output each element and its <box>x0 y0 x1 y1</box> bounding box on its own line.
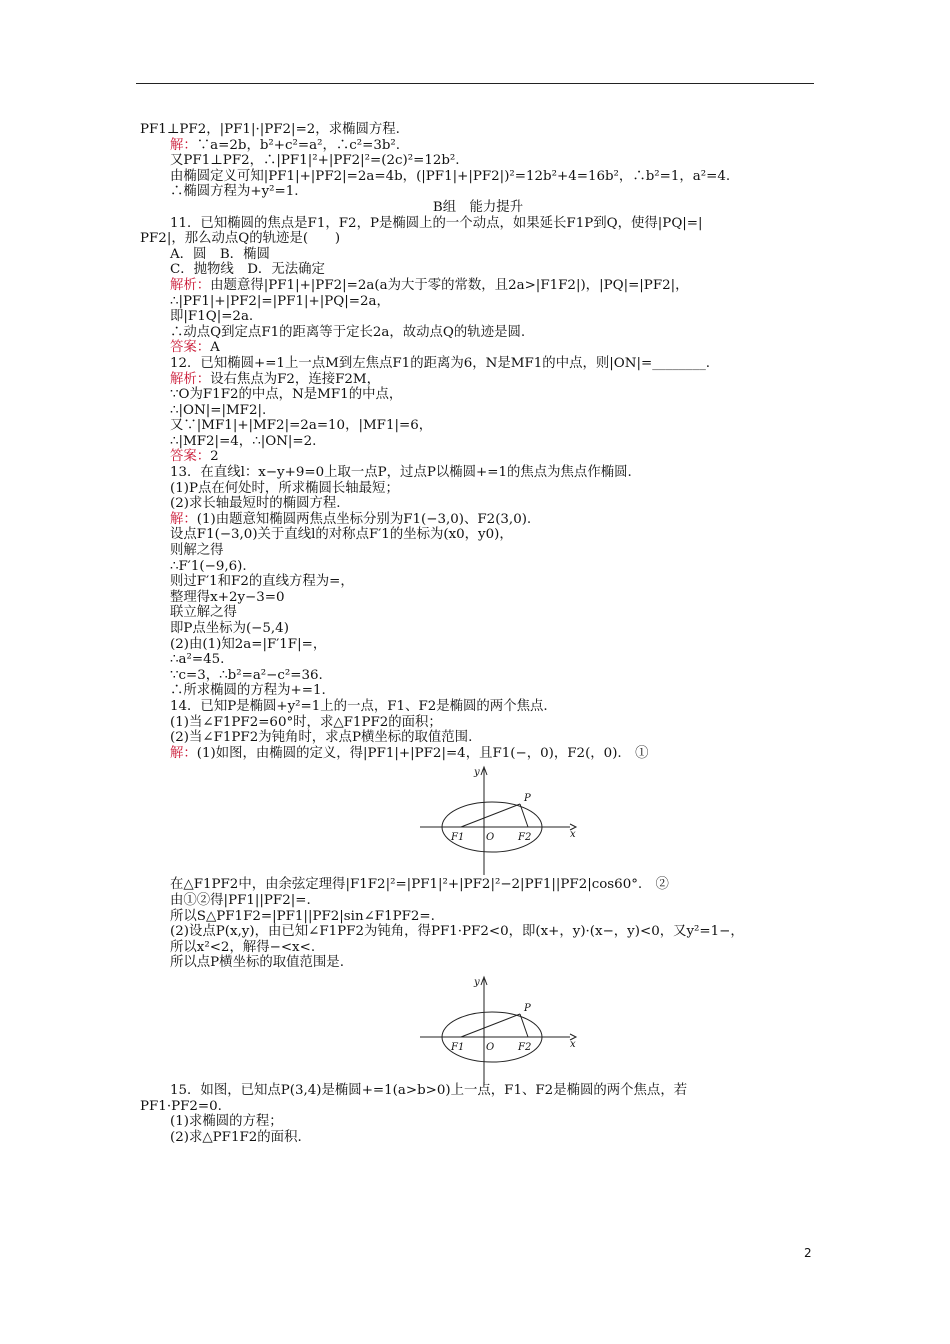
axis-label-y: y <box>474 767 480 779</box>
label-origin: O <box>486 832 495 844</box>
text-line <box>140 387 816 403</box>
page-number: 2 <box>804 1246 812 1260</box>
line-text: PF1·PF2=0. <box>140 1098 222 1114</box>
line-text: 由题意得|PF1|+|PF2|=2a(a为大于零的常数，且2a>|F1F2|)，|PQ|=|PF2|， <box>210 277 689 293</box>
line-text: 14．已知P是椭圆+y²=1上的一点，F1、F2是椭圆的两个焦点. <box>170 698 548 714</box>
text-line <box>140 527 816 543</box>
segment-pf1 <box>461 804 520 827</box>
text-line <box>140 559 816 575</box>
line-text: ∴|MF2|=4，∴|ON|=2. <box>170 433 317 449</box>
line-text: (2)求△PF1F2的面积. <box>170 1129 302 1145</box>
text-line <box>140 356 816 372</box>
line-text: ∴动点Q到定点F1的距离等于定长2a，故动点Q的轨迹是圆. <box>170 324 526 340</box>
text-line <box>140 403 816 419</box>
text-line <box>140 1083 816 1099</box>
text-line <box>140 138 816 154</box>
text-line <box>140 893 816 909</box>
text-line <box>140 184 816 200</box>
text-line <box>140 877 816 893</box>
answer-label: 答案： <box>170 340 211 356</box>
text-line <box>140 637 816 653</box>
ellipse-figure <box>420 763 580 875</box>
line-text: (2)求长轴最短时的椭圆方程. <box>170 496 341 512</box>
text-line <box>140 924 816 940</box>
text-line <box>140 940 816 956</box>
text-line <box>140 683 816 699</box>
segment-pf1 <box>461 1014 520 1037</box>
line-text: (1)求椭圆的方程； <box>170 1114 283 1130</box>
text-line <box>140 699 816 715</box>
text-line <box>140 325 816 341</box>
text-line <box>140 1114 816 1130</box>
top-rule <box>136 83 814 84</box>
label-f1: F1 <box>451 1041 465 1053</box>
text-line <box>140 512 816 528</box>
line-text: PF1⊥PF2，|PF1|·|PF2|=2，求椭圆方程. <box>140 122 400 137</box>
label-f1: F1 <box>451 832 465 844</box>
line-text: 所以S△PF1F2=|PF1||PF2|sin∠F1PF2=. <box>170 908 435 924</box>
line-text: 又PF1⊥PF2，∴|PF1|²+|PF2|²=(2c)²=12b². <box>170 153 460 169</box>
text-line <box>140 496 816 512</box>
line-text: ∵a=2b，b²+c²=a²，∴c²=3b². <box>196 137 401 153</box>
answer-label: 解析： <box>170 277 211 293</box>
line-text: ∴|ON|=|MF2|. <box>170 402 267 418</box>
line-text: ∴a²=45. <box>170 652 225 668</box>
line-text: C．抛物线 D．无法确定 <box>170 262 325 278</box>
line-text: 设点F1(−3,0)关于直线l的对称点F′1的坐标为(x0，y0)， <box>170 527 513 543</box>
text-line <box>140 668 816 684</box>
line-text: 即P点坐标为(−5,4) <box>170 621 289 636</box>
text-line <box>140 621 816 637</box>
answer-label: 解析： <box>170 371 211 387</box>
answer-label: 解： <box>170 511 197 527</box>
line-text: (2)当∠F1PF2为钝角时，求点P横坐标的取值范围. <box>170 730 473 746</box>
text-line <box>140 955 816 971</box>
line-text: 由椭圆定义可知|PF1|+|PF2|=2a=4b，(|PF1|+|PF2|)²=12b²+4=16b²，∴b²=1，a²=4. <box>170 168 731 184</box>
text-line <box>140 1130 816 1146</box>
text-line <box>140 652 816 668</box>
line-text: ∵c=3，∴b²=a²−c²=36. <box>170 667 323 683</box>
text-line <box>140 340 816 356</box>
line-text: ∵O为F1F2的中点，N是MF1的中点， <box>170 387 403 403</box>
text-line <box>140 481 816 497</box>
text-line <box>140 216 816 232</box>
line-text: 由①②得|PF1||PF2|=. <box>170 892 311 908</box>
answer-label: 解： <box>170 137 197 153</box>
text-line <box>140 262 816 278</box>
text-line <box>140 200 816 216</box>
text-line <box>140 605 816 621</box>
line-text: (1)P点在何处时，所求椭圆长轴最短； <box>170 480 399 496</box>
text-line <box>140 465 816 481</box>
text-line <box>140 372 816 388</box>
line-text: (1)当∠F1PF2=60°时，求△F1PF2的面积； <box>170 714 442 730</box>
line-text: 所以点P横坐标的取值范围是. <box>170 955 344 971</box>
text-line <box>140 434 816 450</box>
answer-label: 解： <box>170 745 197 761</box>
text-line <box>140 730 816 746</box>
text-line <box>140 122 816 138</box>
text-line <box>140 590 816 606</box>
text-line <box>140 247 816 263</box>
text-line <box>140 309 816 325</box>
line-text: 整理得x+2y−3=0 <box>170 589 285 605</box>
text-line <box>140 909 816 925</box>
text-line <box>140 543 816 559</box>
label-p: P <box>524 1002 531 1014</box>
line-text: PF2|，那么动点Q的轨迹是( ) <box>140 231 341 247</box>
line-text: ∴所求椭圆的方程为+=1. <box>170 683 326 699</box>
text-line <box>140 449 816 465</box>
line-text: (2)设点P(x,y)，由已知∠F1PF2为钝角，得PF1·PF2<0，即(x+，y)·(x−，y)<0，又y²=1−， <box>170 924 744 940</box>
line-text: 所以x²<2，解得−<x<. <box>170 939 316 955</box>
figure-ellipse <box>140 971 816 1083</box>
text-line <box>140 715 816 731</box>
line-text: (1)如图，由椭圆的定义，得|PF1|+|PF2|=4，且F1(−，0)，F2(，0). ① <box>196 745 649 761</box>
label-p: P <box>524 793 531 805</box>
text-line <box>140 169 816 185</box>
text-line <box>140 746 816 762</box>
line-text: 即|F1Q|=2a. <box>170 309 254 325</box>
axis-label-x: x <box>570 829 576 841</box>
line-text: A <box>210 340 220 356</box>
line-text: 13．在直线l：x−y+9=0上取一点P，过点P以椭圆+=1的焦点为焦点作椭圆. <box>170 465 632 481</box>
label-f2: F2 <box>518 1041 532 1053</box>
answer-label: 答案： <box>170 449 211 465</box>
text-line <box>140 231 816 247</box>
line-text: 则解之得 <box>170 543 224 559</box>
line-text: (2)由(1)知2a=|F′1F|=， <box>170 636 327 652</box>
text-line <box>140 418 816 434</box>
line-text: 11．已知椭圆的焦点是F1，F2，P是椭圆上的一个动点，如果延长F1P到Q，使得|PQ|=| <box>170 215 703 231</box>
line-text: ∴椭圆方程为+y²=1. <box>170 184 299 200</box>
text-line <box>140 1099 816 1115</box>
line-text: 则过F′1和F2的直线方程为=， <box>170 574 354 590</box>
ellipse-figure <box>420 973 580 1085</box>
axis-label-x: x <box>570 1038 576 1050</box>
line-text: ∴|PF1|+|PF2|=|PF1|+|PQ|=2a， <box>170 293 390 309</box>
line-text: A．圆 B．椭圆 <box>170 246 270 262</box>
line-text: 联立解之得 <box>170 605 237 621</box>
text-line <box>140 278 816 294</box>
text-line <box>140 294 816 310</box>
figure-frame <box>420 971 580 1083</box>
line-text: 设右焦点为F2，连接F2M， <box>210 371 381 387</box>
label-origin: O <box>486 1041 495 1053</box>
axis-label-y: y <box>474 976 480 988</box>
line-text: 在△F1PF2中，由余弦定理得|F1F2|²=|PF1|²+|PF2|²−2|PF1||PF2|cos60°. ② <box>170 877 669 893</box>
figure-ellipse <box>140 761 816 877</box>
document-body <box>140 122 816 1145</box>
line-text: 又∵|MF1|+|MF2|=2a=10，|MF1|=6， <box>170 418 433 434</box>
line-text: 12．已知椭圆+=1上一点M到左焦点F1的距离为6，N是MF1的中点，则|ON|=________. <box>170 355 711 371</box>
line-text: (1)由题意知椭圆两焦点坐标分别为F1(−3,0)、F2(3,0). <box>196 511 532 527</box>
figure-frame <box>420 761 580 877</box>
line-text: 2 <box>210 449 219 465</box>
text-line <box>140 153 816 169</box>
line-text: ∴F′1(−9,6). <box>170 558 247 574</box>
text-line <box>140 574 816 590</box>
line-text: B组 能力提升 <box>432 199 524 215</box>
line-text: 15．如图，已知点P(3,4)是椭圆+=1(a>b>0)上一点，F1、F2是椭圆的两个焦点，若 <box>170 1082 688 1098</box>
label-f2: F2 <box>518 832 532 844</box>
